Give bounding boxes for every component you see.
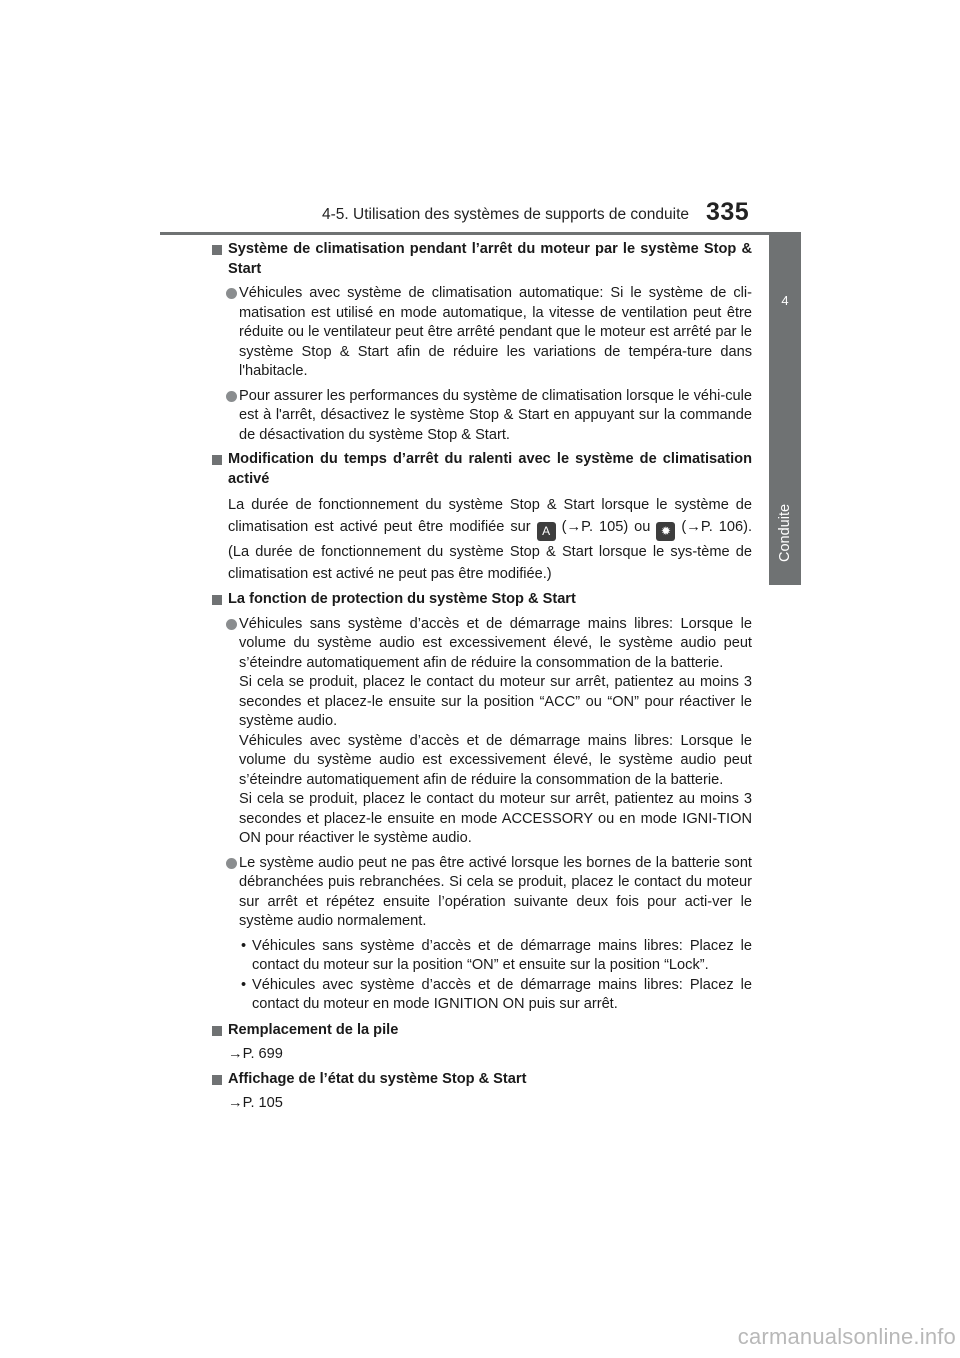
sub-bullet-marker: • — [241, 937, 247, 954]
section-heading — [212, 450, 752, 489]
side-tab-label-block — [769, 400, 801, 585]
section-heading-text: Système de climatisation pendant l’arrêt du moteur par le système Stop & Start — [228, 241, 752, 277]
sub-bullet-marker: • — [241, 976, 247, 993]
sub-item-text: Véhicules avec système d’accès et de démarrage mains libres: Placez le contact du moteur en mode IGNITION ON puis sur arrêt. — [252, 976, 752, 1012]
section-square-icon — [212, 1075, 222, 1085]
section-affichage-etat — [212, 1070, 752, 1114]
sub-item — [212, 976, 752, 1015]
header-title: 4-5. Utilisation des systèmes de supports de conduite — [322, 206, 690, 223]
page-number: 335 — [706, 198, 750, 226]
bullet-circle-icon — [226, 288, 237, 299]
section-heading-text: Modification du temps d’arrêt du ralenti avec le système de climatisation activé — [228, 451, 752, 487]
section-remplacement-pile — [212, 1021, 752, 1065]
section-heading — [212, 1070, 752, 1090]
settings-gear-icon: ✹ — [656, 522, 675, 541]
climate-auto-icon: A — [537, 522, 556, 541]
section-heading — [212, 240, 752, 279]
sub-item-text: Véhicules sans système d’accès et de démarrage mains libres: Placez le contact du moteur sur la position “ON” et ensuite sur la position “Lock”. — [252, 937, 752, 973]
paragraph — [212, 494, 752, 585]
section-square-icon — [212, 595, 222, 605]
bullet-circle-icon — [226, 391, 237, 402]
section-heading-text: Remplacement de la pile — [228, 1021, 399, 1038]
bullet-text: Véhicules avec système d’accès et de démarrage mains libres: Lorsque le volume du système audio est excessivement élevé, le système audio peut s’éteindre automatiquement afin de réduire la consommation de la batterie. — [239, 732, 752, 788]
section-square-icon — [212, 1026, 222, 1036]
section-protection — [212, 590, 752, 1015]
paragraph-text: (→P. 106). (La durée de fonctionnement du système Stop & Start lorsque le sys-tème de climatisation est activé ne peut pas être modifiée.) — [228, 519, 752, 582]
section-heading-text: Affichage de l’état du système Stop & Start — [228, 1070, 527, 1087]
bullet-item — [212, 854, 752, 932]
chapter-number: 4 — [781, 293, 789, 308]
header-rule — [160, 232, 801, 235]
section-climatisation-arret — [212, 240, 752, 445]
paragraph-text: (→P. 105) ou — [561, 519, 651, 535]
bullet-item — [212, 615, 752, 849]
page-reference: →P. 699 — [228, 1046, 283, 1062]
page-reference: →P. 105 — [228, 1095, 283, 1111]
section-heading — [212, 590, 752, 610]
section-square-icon — [212, 455, 222, 465]
bullet-circle-icon — [226, 858, 237, 869]
section-modification-temps — [212, 450, 752, 585]
bullet-text: Pour assurer les performances du système de climatisation lorsque le véhi-cule est à l'arrêt, désactivez le système Stop & Start en appuyant sur la commande de désactivation du système Stop & Start. — [239, 387, 752, 443]
sub-item — [212, 937, 752, 976]
paragraph-text: La durée de fonctionnement du système Stop & Start lorsque le système de climatisation est activé peut être modifiée sur — [228, 497, 752, 535]
side-tab-number-block — [769, 235, 801, 400]
bullet-text: Si cela se produit, placez le contact du moteur sur arrêt, patientez au moins 3 secondes et placez-le ensuite en mode ACCESSORY ou en mode IGNI-TION ON pour réactiver le système audio. — [239, 791, 752, 846]
section-square-icon — [212, 245, 222, 255]
bullet-item — [212, 284, 752, 382]
bullet-text: Véhicules avec système de climatisation automatique: Si le système de cli-matisation est utilisé en mode automatique, la vitesse de ventilation peut être réduite ou le ventilateur peut être arrêté pendant que le moteur est arrêté par le système Stop & Start afin de réduire les variations de tempéra-ture dans l'habitacle. — [239, 285, 752, 379]
bullet-text: Véhicules sans système d’accès et de démarrage mains libres: Lorsque le volume du système audio est excessivement élevé, le système audio peut s’éteindre automatiquement afin de réduire la consommation de la batterie. — [239, 615, 752, 671]
chapter-label: Conduite — [777, 503, 793, 562]
bullet-item — [212, 387, 752, 446]
bullet-circle-icon — [226, 619, 237, 630]
bullet-text: Si cela se produit, placez le contact du moteur sur arrêt, patientez au moins 3 secondes et placez-le ensuite sur la position “ACC” ou “ON” pour réactiver le système audio. — [239, 674, 752, 729]
main-content — [212, 240, 752, 1119]
bullet-text: Le système audio peut ne pas être activé lorsque les bornes de la batterie sont débranchées puis rebranchées. Si cela se produit, placez le contact du moteur sur arrêt et répétez ensuite l’opération suivante deux fois pour acti-ver le système audio normalement. — [239, 854, 752, 929]
watermark: carmanualsonline.info — [737, 1324, 956, 1349]
section-heading-text: La fonction de protection du système Stop & Start — [228, 591, 576, 607]
section-heading — [212, 1021, 752, 1041]
